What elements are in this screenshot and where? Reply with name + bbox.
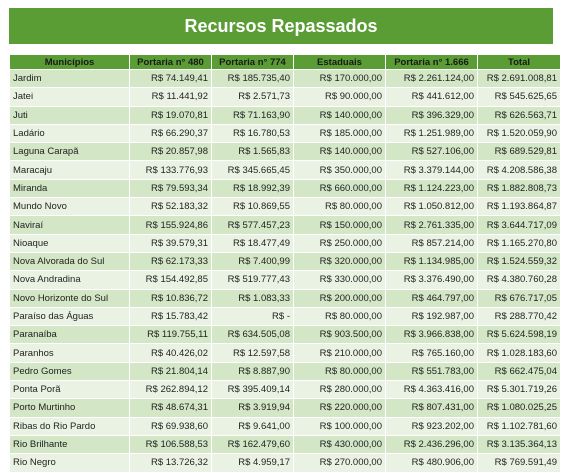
cell-estaduais: R$ 210.000,00 bbox=[294, 344, 385, 362]
table-row bbox=[10, 253, 560, 271]
table-row bbox=[10, 308, 560, 326]
cell-portaria-480: R$ 11.441,92 bbox=[130, 88, 211, 106]
cell-portaria-774: R$ 634.505,08 bbox=[212, 326, 293, 344]
cell-portaria-1666: R$ 1.124.223,00 bbox=[386, 180, 477, 198]
cell-portaria-480: R$ 20.857,98 bbox=[130, 143, 211, 161]
cell-portaria-1666: R$ 923.202,00 bbox=[386, 418, 477, 436]
cell-estaduais: R$ 330.000,00 bbox=[294, 271, 385, 289]
cell-estaduais: R$ 430.000,00 bbox=[294, 436, 385, 454]
table-row bbox=[10, 70, 560, 88]
cell-portaria-774: R$ 71.163,90 bbox=[212, 107, 293, 125]
table-row bbox=[10, 161, 560, 179]
cell-portaria-774: R$ 18.477,49 bbox=[212, 235, 293, 253]
cell-municipio: Maracaju bbox=[10, 161, 129, 179]
cell-estaduais: R$ 140.000,00 bbox=[294, 107, 385, 125]
cell-total: R$ 4.208.586,38 bbox=[478, 161, 560, 179]
cell-total: R$ 3.644.717,09 bbox=[478, 216, 560, 234]
cell-municipio: Paraíso das Águas bbox=[10, 308, 129, 326]
page-title-banner bbox=[9, 8, 553, 44]
cell-portaria-1666: R$ 441.612,00 bbox=[386, 88, 477, 106]
table-row bbox=[10, 143, 560, 161]
cell-portaria-1666: R$ 1.251.989,00 bbox=[386, 125, 477, 143]
cell-portaria-1666: R$ 857.214,00 bbox=[386, 235, 477, 253]
cell-estaduais: R$ 903.500,00 bbox=[294, 326, 385, 344]
cell-portaria-1666: R$ 551.783,00 bbox=[386, 363, 477, 381]
cell-portaria-480: R$ 262.894,12 bbox=[130, 381, 211, 399]
cell-portaria-480: R$ 52.183,32 bbox=[130, 198, 211, 216]
table-row bbox=[10, 180, 560, 198]
cell-total: R$ 1.520.059,90 bbox=[478, 125, 560, 143]
cell-estaduais: R$ 80.000,00 bbox=[294, 308, 385, 326]
cell-portaria-774: R$ 162.479,60 bbox=[212, 436, 293, 454]
table-row bbox=[10, 418, 560, 436]
cell-portaria-480: R$ 74.149,41 bbox=[130, 70, 211, 88]
cell-portaria-774: R$ 1.565,83 bbox=[212, 143, 293, 161]
cell-municipio: Ponta Porã bbox=[10, 381, 129, 399]
column-header-portaria-480: Portaria n° 480 bbox=[130, 55, 211, 70]
cell-municipio: Juti bbox=[10, 107, 129, 125]
table-row bbox=[10, 235, 560, 253]
cell-portaria-1666: R$ 396.329,00 bbox=[386, 107, 477, 125]
cell-estaduais: R$ 200.000,00 bbox=[294, 290, 385, 308]
cell-portaria-774: R$ 2.571,73 bbox=[212, 88, 293, 106]
cell-portaria-774: R$ 18.992,39 bbox=[212, 180, 293, 198]
column-header-estaduais: Estaduais bbox=[294, 55, 385, 70]
cell-total: R$ 1.080.025,25 bbox=[478, 399, 560, 417]
cell-portaria-480: R$ 40.426,02 bbox=[130, 344, 211, 362]
table-row bbox=[10, 216, 560, 234]
cell-portaria-480: R$ 19.070,81 bbox=[130, 107, 211, 125]
cell-portaria-1666: R$ 3.376.490,00 bbox=[386, 271, 477, 289]
cell-municipio: Miranda bbox=[10, 180, 129, 198]
cell-total: R$ 769.591,49 bbox=[478, 454, 560, 472]
cell-estaduais: R$ 80.000,00 bbox=[294, 198, 385, 216]
cell-portaria-774: R$ 577.457,23 bbox=[212, 216, 293, 234]
column-header-municipios: Municípios bbox=[10, 55, 129, 70]
cell-portaria-480: R$ 15.783,42 bbox=[130, 308, 211, 326]
table-row bbox=[10, 436, 560, 454]
cell-estaduais: R$ 150.000,00 bbox=[294, 216, 385, 234]
cell-estaduais: R$ 320.000,00 bbox=[294, 253, 385, 271]
cell-portaria-1666: R$ 2.761.335,00 bbox=[386, 216, 477, 234]
cell-total: R$ 689.529,81 bbox=[478, 143, 560, 161]
cell-portaria-1666: R$ 765.160,00 bbox=[386, 344, 477, 362]
cell-municipio: Laguna Carapã bbox=[10, 143, 129, 161]
cell-portaria-480: R$ 39.579,31 bbox=[130, 235, 211, 253]
cell-estaduais: R$ 280.000,00 bbox=[294, 381, 385, 399]
cell-estaduais: R$ 250.000,00 bbox=[294, 235, 385, 253]
cell-total: R$ 626.563,71 bbox=[478, 107, 560, 125]
table-row bbox=[10, 344, 560, 362]
cell-portaria-1666: R$ 1.050.812,00 bbox=[386, 198, 477, 216]
table-row bbox=[10, 381, 560, 399]
cell-municipio: Jatei bbox=[10, 88, 129, 106]
cell-municipio: Ribas do Rio Pardo bbox=[10, 418, 129, 436]
cell-portaria-480: R$ 106.588,53 bbox=[130, 436, 211, 454]
cell-municipio: Nova Andradina bbox=[10, 271, 129, 289]
cell-portaria-774: R$ 395.409,14 bbox=[212, 381, 293, 399]
cell-portaria-774: R$ 4.959,17 bbox=[212, 454, 293, 472]
table-row bbox=[10, 198, 560, 216]
cell-municipio: Paranhos bbox=[10, 344, 129, 362]
cell-estaduais: R$ 660.000,00 bbox=[294, 180, 385, 198]
cell-total: R$ 2.691.008,81 bbox=[478, 70, 560, 88]
cell-portaria-480: R$ 69.938,60 bbox=[130, 418, 211, 436]
cell-portaria-480: R$ 119.755,11 bbox=[130, 326, 211, 344]
cell-total: R$ 1.102.781,60 bbox=[478, 418, 560, 436]
cell-total: R$ 545.625,65 bbox=[478, 88, 560, 106]
table-row bbox=[10, 88, 560, 106]
cell-municipio: Porto Murtinho bbox=[10, 399, 129, 417]
table-row bbox=[10, 271, 560, 289]
cell-portaria-480: R$ 13.726,32 bbox=[130, 454, 211, 472]
cell-estaduais: R$ 100.000,00 bbox=[294, 418, 385, 436]
cell-total: R$ 4.380.760,28 bbox=[478, 271, 560, 289]
cell-estaduais: R$ 140.000,00 bbox=[294, 143, 385, 161]
table-row bbox=[10, 399, 560, 417]
cell-portaria-774: R$ - bbox=[212, 308, 293, 326]
cell-municipio: Nioaque bbox=[10, 235, 129, 253]
cell-portaria-774: R$ 8.887,90 bbox=[212, 363, 293, 381]
cell-municipio: Rio Brilhante bbox=[10, 436, 129, 454]
cell-portaria-1666: R$ 1.134.985,00 bbox=[386, 253, 477, 271]
cell-total: R$ 5.624.598,19 bbox=[478, 326, 560, 344]
cell-portaria-480: R$ 10.836,72 bbox=[130, 290, 211, 308]
cell-portaria-774: R$ 3.919,94 bbox=[212, 399, 293, 417]
cell-portaria-480: R$ 62.173,33 bbox=[130, 253, 211, 271]
cell-portaria-774: R$ 345.665,45 bbox=[212, 161, 293, 179]
cell-municipio: Naviraí bbox=[10, 216, 129, 234]
cell-portaria-1666: R$ 480.906,00 bbox=[386, 454, 477, 472]
cell-total: R$ 1.193.864,87 bbox=[478, 198, 560, 216]
cell-estaduais: R$ 170.000,00 bbox=[294, 70, 385, 88]
cell-municipio: Rio Negro bbox=[10, 454, 129, 472]
cell-portaria-774: R$ 185.735,40 bbox=[212, 70, 293, 88]
cell-municipio: Ladário bbox=[10, 125, 129, 143]
cell-portaria-774: R$ 7.400,99 bbox=[212, 253, 293, 271]
cell-portaria-1666: R$ 527.106,00 bbox=[386, 143, 477, 161]
cell-total: R$ 1.882.808,73 bbox=[478, 180, 560, 198]
cell-portaria-774: R$ 10.869,55 bbox=[212, 198, 293, 216]
cell-portaria-774: R$ 9.641,00 bbox=[212, 418, 293, 436]
cell-portaria-480: R$ 48.674,31 bbox=[130, 399, 211, 417]
cell-portaria-1666: R$ 2.261.124,00 bbox=[386, 70, 477, 88]
cell-estaduais: R$ 80.000,00 bbox=[294, 363, 385, 381]
cell-estaduais: R$ 220.000,00 bbox=[294, 399, 385, 417]
cell-portaria-1666: R$ 3.966.838,00 bbox=[386, 326, 477, 344]
table-row bbox=[10, 326, 560, 344]
cell-estaduais: R$ 270.000,00 bbox=[294, 454, 385, 472]
table-row bbox=[10, 363, 560, 381]
cell-municipio: Novo Horizonte do Sul bbox=[10, 290, 129, 308]
cell-portaria-1666: R$ 3.379.144,00 bbox=[386, 161, 477, 179]
table-row bbox=[10, 454, 560, 472]
cell-municipio: Nova Alvorada do Sul bbox=[10, 253, 129, 271]
table-row bbox=[10, 290, 560, 308]
cell-portaria-1666: R$ 2.436.296,00 bbox=[386, 436, 477, 454]
cell-portaria-774: R$ 12.597,58 bbox=[212, 344, 293, 362]
resources-table bbox=[9, 55, 561, 473]
cell-total: R$ 5.301.719,26 bbox=[478, 381, 560, 399]
cell-portaria-774: R$ 519.777,43 bbox=[212, 271, 293, 289]
cell-municipio: Mundo Novo bbox=[10, 198, 129, 216]
cell-portaria-1666: R$ 192.987,00 bbox=[386, 308, 477, 326]
table-row bbox=[10, 107, 560, 125]
cell-estaduais: R$ 90.000,00 bbox=[294, 88, 385, 106]
cell-total: R$ 3.135.364,13 bbox=[478, 436, 560, 454]
cell-portaria-480: R$ 66.290,37 bbox=[130, 125, 211, 143]
cell-portaria-480: R$ 155.924,86 bbox=[130, 216, 211, 234]
column-header-portaria-1666: Portaria n° 1.666 bbox=[386, 55, 477, 70]
cell-portaria-480: R$ 79.593,34 bbox=[130, 180, 211, 198]
cell-total: R$ 676.717,05 bbox=[478, 290, 560, 308]
table-row bbox=[10, 125, 560, 143]
cell-portaria-774: R$ 16.780,53 bbox=[212, 125, 293, 143]
cell-portaria-480: R$ 133.776,93 bbox=[130, 161, 211, 179]
cell-portaria-774: R$ 1.083,33 bbox=[212, 290, 293, 308]
cell-portaria-480: R$ 154.492,85 bbox=[130, 271, 211, 289]
column-header-total: Total bbox=[478, 55, 560, 70]
page-title: Recursos Repassados bbox=[184, 15, 378, 36]
cell-total: R$ 1.165.270,80 bbox=[478, 235, 560, 253]
cell-municipio: Paranaíba bbox=[10, 326, 129, 344]
cell-municipio: Pedro Gomes bbox=[10, 363, 129, 381]
cell-portaria-480: R$ 21.804,14 bbox=[130, 363, 211, 381]
cell-portaria-1666: R$ 4.363.416,00 bbox=[386, 381, 477, 399]
cell-portaria-1666: R$ 464.797,00 bbox=[386, 290, 477, 308]
table-body bbox=[10, 70, 560, 473]
cell-total: R$ 288.770,42 bbox=[478, 308, 560, 326]
cell-portaria-1666: R$ 807.431,00 bbox=[386, 399, 477, 417]
resources-table-container bbox=[9, 55, 557, 473]
cell-estaduais: R$ 350.000,00 bbox=[294, 161, 385, 179]
cell-estaduais: R$ 185.000,00 bbox=[294, 125, 385, 143]
table-header-row bbox=[10, 55, 560, 70]
cell-total: R$ 1.524.559,32 bbox=[478, 253, 560, 271]
cell-total: R$ 662.475,04 bbox=[478, 363, 560, 381]
column-header-portaria-774: Portaria n° 774 bbox=[212, 55, 293, 70]
cell-total: R$ 1.028.183,60 bbox=[478, 344, 560, 362]
cell-municipio: Jardim bbox=[10, 70, 129, 88]
